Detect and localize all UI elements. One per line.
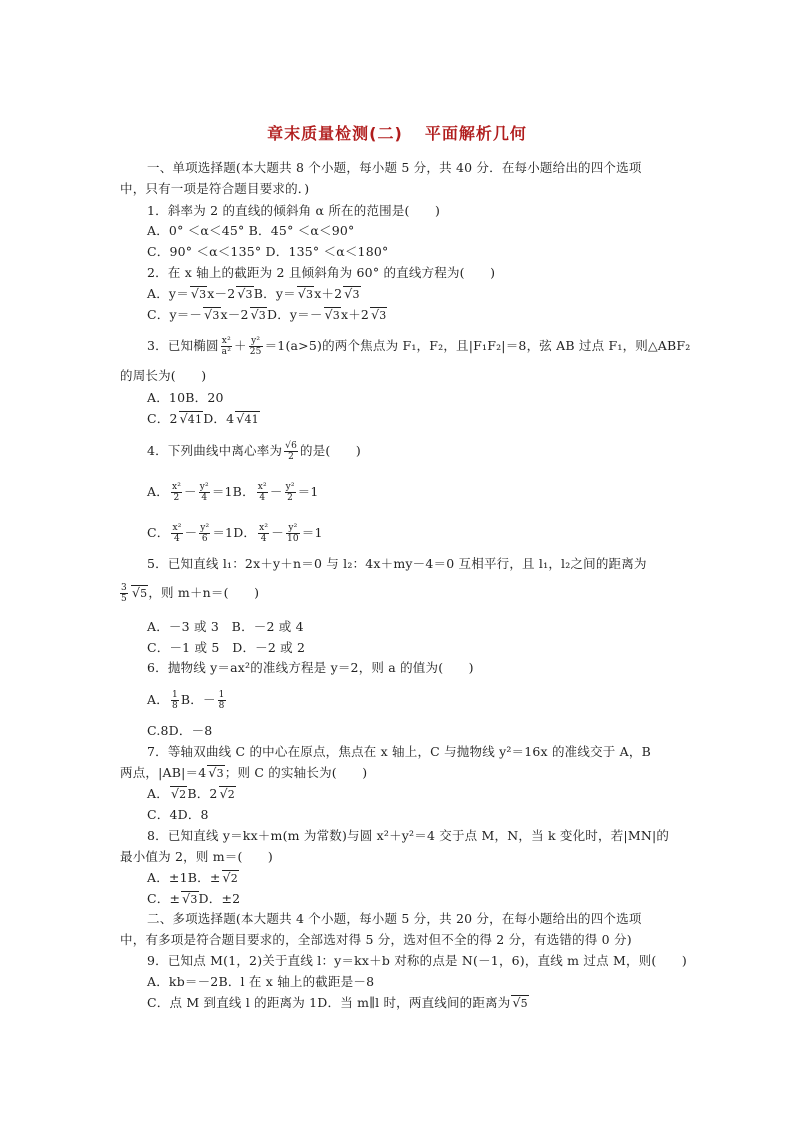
q8-options-cd: C．± √3D．±2 bbox=[147, 891, 241, 906]
fraction: $\frac{1}{8}$ bbox=[218, 690, 225, 711]
q4-options-cd: C． $\frac{\text{x²}}{4}$ － $\frac{\text{y²}}{6}$ ＝1D． $\frac{\text{x²}}{4}$ － $\frac{\text{y²}}{10}$ ＝1 bbox=[147, 523, 323, 544]
q2-options-cd bbox=[147, 305, 387, 325]
q6-stem: 6．抛物线 y＝ax²的准线方程是 y＝2，则 a 的值为( ) bbox=[147, 660, 474, 675]
section1-intro-cont: 中，只有一项是符合题目要求的．) bbox=[120, 181, 310, 196]
q2-stem: 2．在 x 轴上的截距为 2 且倾斜角为 60° 的直线方程为( ) bbox=[147, 265, 496, 280]
q2-a-pre: A．y＝ bbox=[147, 286, 189, 301]
fraction: $\frac{\text{y²}}{2}$ bbox=[285, 482, 295, 503]
page-title bbox=[0, 121, 794, 144]
sqrt-3: √3 bbox=[250, 307, 266, 322]
sqrt-3: √3 bbox=[297, 286, 314, 301]
fraction: $\frac{\text{x²}}{2}$ bbox=[171, 482, 182, 503]
fraction: $\frac{\text{y²}}{25}$ bbox=[249, 336, 262, 357]
q8-options-ab: A．±1B．± √2 bbox=[147, 870, 238, 885]
q5-stem-cont: $\frac{3}{5}$ √5，则 m＋n＝( ) bbox=[121, 583, 260, 604]
fraction: $\frac{\text{x²}}{4}$ bbox=[259, 523, 269, 544]
section2-intro: 二、多项选择题(本大题共 4 个小题，每小题 5 分，共 20 分，在每小题给出的四个选项 bbox=[147, 911, 642, 926]
q8-stem: 8．已知直线 y＝kx＋m(m 为常数)与圆 x²＋y²＝4 交于点 M，N，当 k 变化时，若|MN|的 bbox=[147, 828, 670, 843]
q1-options-cd: C．90° ＜α＜135° D．135° ＜α＜180° bbox=[147, 244, 389, 259]
section1-intro: 一、单项选择题(本大题共 8 个小题，每小题 5 分，共 40 分．在每小题给出的四个选项 bbox=[147, 160, 642, 175]
q3-pre: 3．已知椭圆 bbox=[147, 338, 219, 353]
q7-options-ab: A． √2B．2 √2 bbox=[147, 786, 235, 801]
q2-a-mid: x－2 bbox=[207, 286, 236, 301]
section2-intro-cont: 中，有多项是符合题目要求的，全部选对得 5 分，选对但不全的得 2 分，有选错的得 0 分) bbox=[120, 932, 632, 947]
q1-options-ab: A．0° ＜α＜45° B．45° ＜α＜90° bbox=[147, 223, 355, 238]
q9-stem: 9．已知点 M(1，2)关于直线 l：y＝kx＋b 对称的点是 N(－1，6)，直线 m 过点 M，则( ) bbox=[147, 953, 687, 968]
title-sub: 平面解析几何 bbox=[424, 124, 527, 143]
q9-options-ab: A．kb＝－2B．l 在 x 轴上的截距是－8 bbox=[147, 974, 375, 989]
fraction: $\frac{\text{y²}}{4}$ bbox=[199, 482, 209, 503]
sqrt-3: √3 bbox=[324, 307, 340, 322]
fraction: $\frac{√6}{2}$ bbox=[285, 441, 298, 462]
q4-options-ab: A． $\frac{\text{x²}}{2}$ － $\frac{\text{y²}}{4}$ ＝1B． $\frac{\text{x²}}{4}$ － $\frac{\text{y²}}{2}$ ＝1 bbox=[147, 482, 319, 503]
sqrt-2: √2 bbox=[219, 786, 235, 801]
q2-b-pre: B．y＝ bbox=[253, 286, 296, 301]
q1-stem: 1．斜率为 2 的直线的倾斜角 α 所在的范围是( ) bbox=[147, 203, 441, 218]
q3-options-cd: C．2 √41D．4 √41 bbox=[147, 411, 259, 426]
q7-stem-cont: 两点，|AB|＝4 √3；则 C 的实轴长为( ) bbox=[120, 765, 368, 780]
q5-stem: 5．已知直线 l₁：2x＋y＋n＝0 与 l₂：4x＋my－4＝0 互相平行，且 l₁，l₂之间的距离为 bbox=[147, 556, 647, 571]
q7-stem: 7．等轴双曲线 C 的中心在原点，焦点在 x 轴上，C 与抛物线 y²＝16x 的准线交于 A，B bbox=[147, 744, 651, 759]
fraction: $\frac{\text{y²}}{10}$ bbox=[286, 523, 299, 544]
q2-d-pre: D．y＝－ bbox=[267, 307, 323, 322]
q2-options-ab bbox=[147, 284, 361, 304]
title-main: 章末质量检测(二) bbox=[267, 124, 403, 143]
sqrt-3: √3 bbox=[182, 891, 198, 906]
q4-stem: 4．下列曲线中离心率为 $\frac{√6}{2}$ 的是( ) bbox=[147, 441, 361, 462]
q2-c-pre: C．y＝－ bbox=[147, 307, 203, 322]
q5-options-cd: C．－1 或 5 D．－2 或 2 bbox=[147, 640, 306, 655]
q3-post: ＝1(a>5)的两个焦点为 F₁，F₂，且|F₁F₂|＝8，弦 AB 过点 F₁，则△ABF₂ bbox=[264, 338, 691, 353]
q2-d-tail: x＋2 bbox=[340, 307, 370, 322]
q2-b-tail: x＋2 bbox=[314, 286, 343, 301]
sqrt-41: √41 bbox=[236, 411, 259, 426]
q6-options-cd: C.8D．－8 bbox=[147, 723, 213, 738]
sqrt-5: √5 bbox=[131, 585, 148, 600]
fraction: $\frac{\text{x²}}{4}$ bbox=[172, 523, 182, 544]
fraction: $\frac{\text{y²}}{6}$ bbox=[200, 523, 210, 544]
sqrt-2: √2 bbox=[222, 870, 238, 885]
fraction: $\frac{\text{x²}}{4}$ bbox=[257, 482, 267, 503]
sqrt-5: √5 bbox=[512, 995, 528, 1010]
fraction: $\frac{3}{5}$ bbox=[121, 583, 127, 604]
q8-stem-cont: 最小值为 2，则 m＝( ) bbox=[120, 849, 274, 864]
sqrt-3: √3 bbox=[344, 286, 360, 301]
fraction: $\frac{\text{x²}}{\text{a²}}$ bbox=[221, 336, 232, 357]
q2-c-mid: x－2 bbox=[220, 307, 249, 322]
q6-options-ab: A． $\frac{1}{8}$ B．－ $\frac{1}{8}$ bbox=[147, 690, 225, 711]
q5-options-ab: A．－3 或 3 B．－2 或 4 bbox=[147, 619, 304, 634]
q3-stem: 3．已知椭圆 $\frac{\text{x²}}{\text{a²}}$ ＋ $\frac{\text{y²}}{25}$ ＝1(a>5)的两个焦点为 F₁，F₂，且|F₁F₂|＝8，弦 AB 过点 F₁，则△ABF₂ bbox=[147, 336, 691, 357]
sqrt-3: √3 bbox=[204, 307, 220, 322]
sqrt-3: √3 bbox=[208, 765, 224, 780]
sqrt-3: √3 bbox=[190, 286, 207, 301]
sqrt-41: √41 bbox=[179, 411, 203, 426]
fraction: $\frac{1}{8}$ bbox=[171, 690, 178, 711]
sqrt-3: √3 bbox=[371, 307, 387, 322]
q7-options-cd: C．4D．8 bbox=[147, 807, 209, 822]
sqrt-2: √2 bbox=[170, 786, 187, 801]
q3-stem-cont: 的周长为( ) bbox=[120, 368, 207, 383]
q9-options-cd: C．点 M 到直线 l 的距离为 1D．当 m∥l 时，两直线间的距离为 √5 bbox=[147, 995, 528, 1010]
sqrt-3: √3 bbox=[237, 286, 253, 301]
q3-options-ab: A．10B．20 bbox=[147, 390, 224, 405]
